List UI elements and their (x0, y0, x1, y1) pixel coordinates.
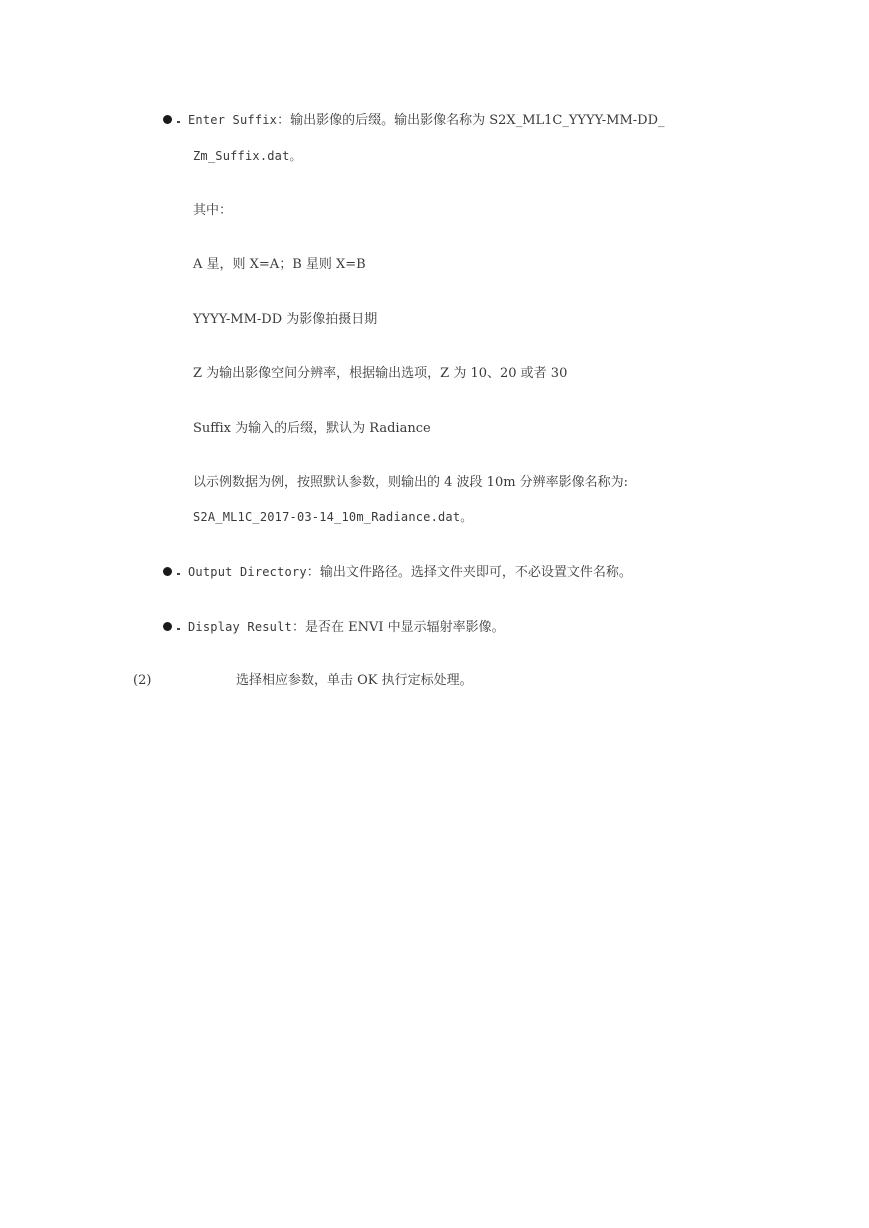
rule-x: A 星，则 X=A；B 星则 X=B (193, 257, 366, 272)
bullet-text: 是否在 ENVI 中显示辐射率影像。 (304, 620, 505, 635)
suffix-continuation: Zm_Suffix.dat。 (193, 149, 302, 163)
bullet-sep: ： (291, 620, 305, 635)
bullet-dot-icon (163, 622, 172, 631)
rule-date: YYYY-MM-DD 为影像拍摄日期 (193, 312, 378, 327)
bullet-tick-icon (177, 628, 180, 630)
step-text: 选择相应参数，单击 OK 执行定标处理。 (236, 673, 473, 688)
bullet-text: 输出影像的后缀。输出影像名称为 S2X_ML1C_YYYY-MM-DD_ (290, 113, 665, 128)
example-line-2: S2A_ML1C_2017-03-14_10m_Radiance.dat。 (193, 510, 473, 524)
bullet-sep: ： (306, 565, 320, 580)
where-label: 其中： (193, 203, 233, 218)
bullet-text: 输出文件路径。选择文件夹即可，不必设置文件名称。 (319, 565, 632, 580)
rule-z: Z 为输出影像空间分辨率，根据输出选项，Z 为 10、20 或者 30 (193, 366, 568, 381)
bullet-key: Display Result (188, 620, 292, 634)
example-line-1: 以示例数据为例，按照默认参数，则输出的 4 波段 10m 分辨率影像名称为: (193, 475, 629, 490)
rule-suffix: Suffix 为输入的后缀，默认为 Radiance (193, 421, 431, 436)
bullet-dot-icon (163, 567, 172, 576)
bullet-tick-icon (177, 573, 180, 575)
bullet-key: Enter Suffix (188, 113, 278, 127)
bullet-dot-icon (163, 115, 172, 124)
bullet-sep: ： (277, 113, 291, 128)
bullet-tick-icon (177, 121, 180, 123)
bullet-key: Output Directory (188, 565, 307, 579)
step-number: (2) (133, 673, 152, 688)
